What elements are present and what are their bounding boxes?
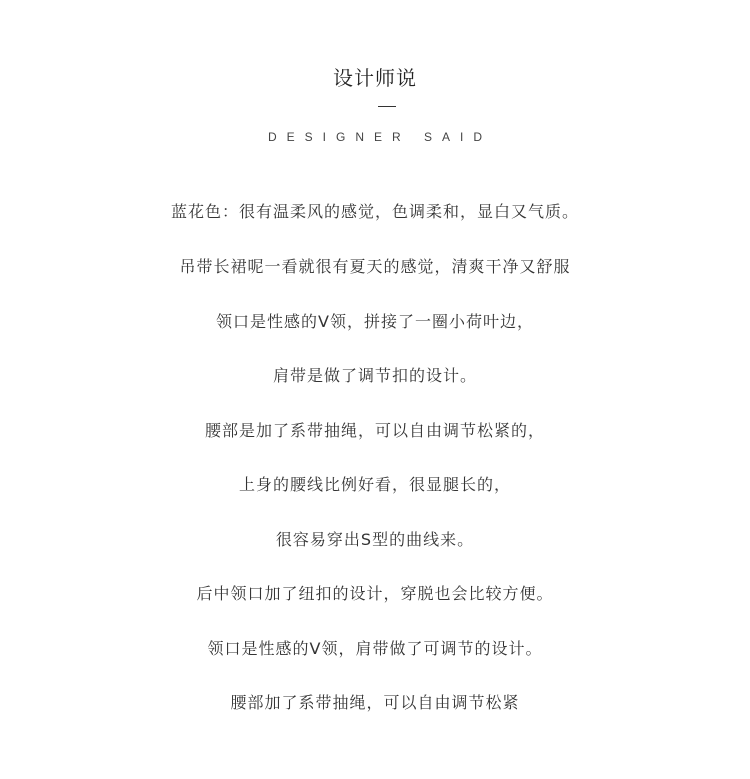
description-line: 很容易穿出S型的曲线来。 bbox=[275, 530, 475, 549]
description-line: 腰部是加了系带抽绳，可以自由调节松紧的， bbox=[204, 421, 545, 440]
section-subtitle: DESIGNER SAID bbox=[267, 130, 493, 144]
description-line: 后中领口加了纽扣的设计，穿脱也会比较方便。 bbox=[196, 584, 554, 603]
description-line: 肩带是做了调节扣的设计。 bbox=[272, 366, 477, 385]
title-divider bbox=[378, 106, 396, 107]
description-line: 吊带长裙呢一看就很有夏天的感觉，清爽干净又舒服 bbox=[179, 257, 571, 276]
description-line: 蓝花色：很有温柔风的感觉，色调柔和，显白又气质。 bbox=[170, 202, 579, 221]
description-line: 领口是性感的V领，拼接了一圈小荷叶边， bbox=[216, 312, 534, 331]
description-line: 上身的腰线比例好看，很显腿长的， bbox=[238, 475, 511, 494]
description-line: 领口是性感的V领，肩带做了可调节的设计。 bbox=[207, 639, 543, 658]
section-title: 设计师说 bbox=[333, 66, 417, 90]
description-line: 腰部加了系带抽绳，可以自由调节松紧 bbox=[230, 693, 520, 712]
